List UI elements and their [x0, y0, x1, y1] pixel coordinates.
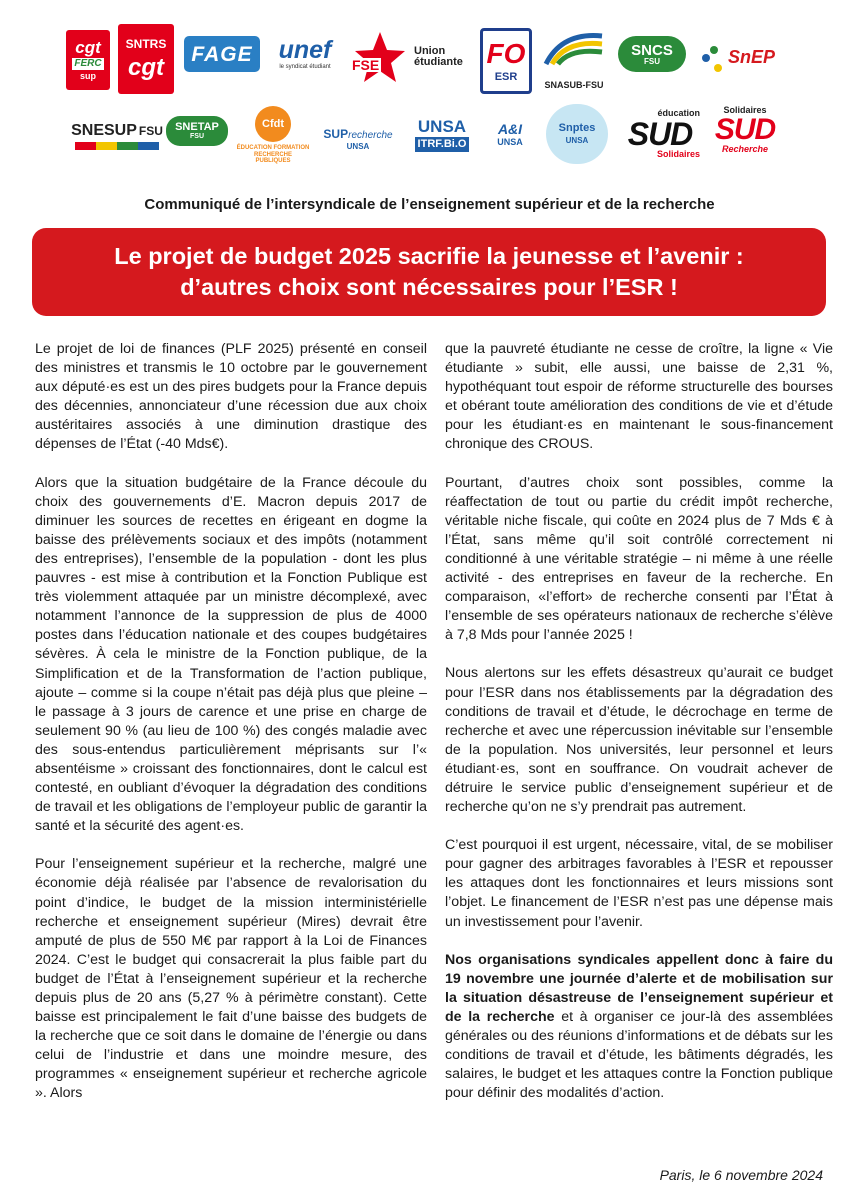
dot-icon — [714, 64, 722, 72]
dot-icon — [710, 46, 718, 54]
cfdt-logo: Cfdt ÉDUCATION FORMATION RECHERCHE PUBLIQUES — [236, 104, 310, 166]
signature-date: Paris, le 6 novembre 2024 — [659, 1167, 823, 1183]
fo-esr-logo: FO ESR — [480, 28, 532, 94]
unef-logo: unef le syndicat étudiant — [278, 36, 332, 70]
snep-logo: SnEP — [700, 44, 810, 78]
headline-line-1: Le projet de budget 2025 sacrifie la jeunesse et l’avenir : — [114, 243, 744, 269]
paragraph: Nous alertons sur les effets désastreux qu’aurait ce budget pour l’ESR dans nos établissements par la dégradation des conditions de travail et d’étude, le décrochage en terme de recherche et avec une répercussion inévitable sur l’ensemble de la population. Nos universités, leur personnel et leurs étudiant·es, sont en souffrance. On voudrait achever de détruire le service public d’enseignement supérieur et de recherche qu’on ne s’y prendrait pas autrement. — [445, 665, 833, 816]
communique-intro: Communiqué de l’intersyndicale de l’enseignement supérieur et de la recherche — [144, 196, 715, 213]
headline-banner — [32, 228, 826, 316]
paragraph: Pour l’enseignement supérieur et la recherche, malgré une économie déjà réalisée par l’absence de revalorisation du point d’indice, le budget de la mission interministérielle recherche et enseignement supérieur (Mires) devrait être amputé de plus de 550 M€ par rapport à la Loi de Finances 2024. C’est le budget qui consacrerait la plus faible part du budget de l’État à l’enseignement supérieur et la recherche depuis plus de 20 ans (5,27 % à périmètre constant). Cette baisse est principalement le fait d’une baisse des budgets de la recherche que ce soit dans le domaine de l’énergie ou dans celui de l’industrie et dans une moindre mesure, des programmes « enseignement supérieur et recherche agricole ». Alors — [35, 856, 427, 1102]
snesup-fsu-logo: SNESUP FSU — [74, 116, 160, 156]
call-to-action-rest: et à organiser ce jour-là des assemblées générales ou des réunions d’informations et de débats sur les conditions de travail et d’étude, les bâtiments dégradés, les salaires, le budget et les attaques contre la Fonction publique pour définir des modalités d’action. — [445, 1008, 833, 1102]
aei-unsa-logo: A&I UNSA — [497, 120, 523, 147]
snptes-unsa-logo: Snptes UNSA — [546, 104, 608, 164]
snasub-arcs-icon — [542, 30, 606, 66]
union-logos-band — [0, 0, 859, 180]
sud-education-logo: éducation SUD Solidaires — [627, 108, 700, 159]
paragraph: que la pauvreté étudiante ne cesse de croître, la ligne « Vie étudiante » subit, elle aussi, une baisse de 2,31 %, hypothéquant tout espoir de réforme structurelle des bourses et obérant toute amélioration des conditions de vie et d’étude pour les étudiant·es en maintenant le sous-financement chronique des CROUS. — [445, 341, 833, 453]
sup-recherche-unsa-logo: SUP recherche UNSA — [323, 126, 393, 151]
left-column — [35, 340, 427, 1104]
paragraph: Pourtant, d’autres choix sont possibles, comme la réaffectation de tout ou partie du crédit impôt recherche, véritable niche fiscale, qui coûte en 2024 plus de 7 Mds € à l’État, sans même qu’il soit contrôlé correctement ni conditionné à une véritable stratégie – ni même à une réelle activité - des entreprises en faveur de la recherche. En comparaison, «l’effort» de recherche consenti par l’État à l’ensemble de ses opérateurs nationaux de recherche s’élève à 7,8 Mds pour l’année 2025 ! — [445, 474, 833, 644]
headline-line-2: d’autres choix sont nécessaires pour l’ESR ! — [180, 274, 678, 300]
fage-logo: FAGE — [184, 36, 260, 72]
right-column — [445, 340, 833, 1103]
fse-logo: FSE — [346, 30, 406, 86]
snetap-fsu-logo: SNETAP FSU — [166, 116, 228, 146]
call-to-action-bold: Nos organisations syndicales appellent donc à faire du 19 novembre une journée d’alerte et de mobilisation sur la situation désastreuse de l’enseignement supérieur et de la recherche — [445, 951, 833, 1025]
paragraph: C’est pourquoi il est urgent, nécessaire, vital, de se mobiliser pour gagner des arbitrages favorables à l’ESR et repousser les attaques dont les fonctionnaires et leurs missions sont l’objet. Le financement de l’ESR n’est pas une dépense mais un investissement pour l’avenir. — [445, 837, 833, 930]
sud-recherche-logo: Solidaires SUD Recherche — [714, 105, 776, 154]
sntrs-cgt-logo: SNTRS cgt — [118, 24, 174, 94]
snasub-fsu-logo: SNASUB-FSU — [540, 30, 608, 90]
call-to-action-paragraph — [445, 951, 833, 1104]
paragraph: Le projet de loi de finances (PLF 2025) présenté en conseil des ministres et transmis le 10 octobre par le gouvernement aux député·es est un des pires budgets pour la France depuis des décennies, annonciateur d’une récession due aux choix austéritaires associés à une diminution drastique des dépenses de l’État (-40 Mds€). — [35, 341, 427, 453]
dot-icon — [702, 54, 710, 62]
cfdt-circle-icon: Cfdt — [255, 106, 291, 142]
sncs-fsu-logo: SNCS FSU — [618, 36, 686, 72]
cgt-ferc-sup-logo: cgt FERC sup — [66, 30, 110, 90]
paragraph: Alors que la situation budgétaire de la France découle du choix des gouvernements d’E. Macron depuis 2017 de diminuer les sources de recettes en érigeant en dogme la baisse des prélèvements sociaux et des impôts (notamment des entreprises), l’ensemble de la population - dont les plus pauvres - est mise à contribution et la Fonction Publique est très violemment attaquée par un ministre décomplexé, avec notamment l’annonce de la suppression de plus de 4000 postes dans l’éducation nationale et des coupes budgétaires sévères. À cela le ministre de la Fonction publique, de la Simplification et de la Transformation de l’action publique, ajoute – comme si la coupe n’était pas déjà plus que pleine – le passage à 3 jours de carence et une prise en charge de seulement 90 % (au lieu de 100 %) des congés maladie avec des sous-entendus particulièrement méprisants sur l’« absentéisme » croissant des fonctionnaires, dont le calcul est contesté, en oubliant d’évoquer la dégradation des conditions de travail et les obligations de l’employeur public de garantir la santé et la sécurité des agent·es. — [35, 474, 427, 835]
snesup-color-bars — [75, 142, 159, 150]
unsa-itrf-bio-logo: UNSA ITRF.Bi.O — [406, 112, 478, 158]
union-etudiante-logo: Union étudiante — [414, 45, 463, 68]
